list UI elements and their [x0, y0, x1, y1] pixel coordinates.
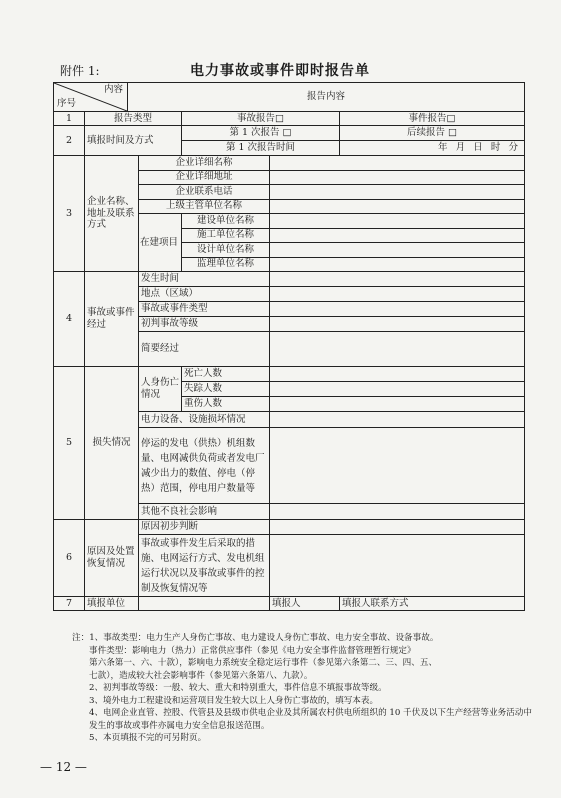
- field-value[interactable]: [270, 367, 525, 382]
- field-value[interactable]: [270, 428, 525, 504]
- field-value[interactable]: [270, 287, 525, 302]
- corner-bottom-label: 序号: [57, 98, 77, 110]
- table-row: [54, 126, 525, 141]
- row-number: 7: [54, 597, 85, 611]
- table-header-row: [54, 83, 525, 112]
- first-report-time-label: 第 1 次报告时间: [182, 141, 340, 156]
- row-number: 3: [54, 156, 85, 272]
- reporter-contact-label: 填报人联系方式: [340, 597, 525, 611]
- option-follow-up-report[interactable]: 后续报告 □: [340, 126, 525, 141]
- note-line: 4、电网企业直管、控股、代管县及县级市供电企业及其所属农村供电所组织的 10 千伏及以下生产经营等业务活动中发生的事故或事件亦属电力安全信息报送范围。: [89, 708, 532, 731]
- form-title: 电力事故或事件即时报告单: [190, 63, 370, 79]
- table-row: [54, 272, 525, 287]
- notes-section: [72, 632, 534, 745]
- field-value[interactable]: [270, 170, 525, 185]
- note-line: 事件类型：影响电力（热力）正常供应事件（参见《电力安全事件监督管理暂行规定》: [89, 645, 416, 656]
- field-label: 重伤人数: [182, 397, 270, 412]
- time-units: [342, 142, 522, 154]
- table-row: [54, 156, 525, 171]
- field-label: 简要经过: [139, 332, 270, 367]
- note-line: 2、初判事故等级：一般、较大、重大和特别重大，事件信息不填报事故等级。: [89, 683, 387, 693]
- field-value[interactable]: [270, 412, 525, 428]
- field-label: 上级主管单位名称: [139, 199, 270, 214]
- field-value[interactable]: [270, 302, 525, 317]
- unit-month: 月: [455, 142, 466, 154]
- field-value[interactable]: [270, 535, 525, 597]
- field-value[interactable]: [270, 397, 525, 412]
- field-label: 发生时间: [139, 272, 270, 287]
- field-label: 原因初步判断: [139, 520, 270, 535]
- field-value[interactable]: [270, 156, 525, 171]
- note-line: 3、境外电力工程建设和运营项目发生较大以上人身伤亡事故的，填写本表。: [89, 695, 379, 706]
- table-row: [54, 597, 525, 611]
- field-value[interactable]: [270, 332, 525, 367]
- table-row: [54, 367, 525, 382]
- row-number: 4: [54, 272, 85, 367]
- row-label: 事故或事件经过: [85, 272, 139, 367]
- field-value[interactable]: [270, 272, 525, 287]
- field-label: 初判事故等级: [139, 317, 270, 332]
- field-label: 企业联系电话: [139, 185, 270, 200]
- note-line: 注：1、事故类型：电力生产人身伤亡事故、电力建设人身伤亡事故、电力安全事故、设备事故。: [72, 633, 439, 643]
- field-value[interactable]: [270, 228, 525, 243]
- note-line: 5、本页填报不完的可另附页。: [89, 733, 207, 743]
- field-label: 企业详细名称: [139, 156, 270, 171]
- field-value[interactable]: [270, 520, 525, 535]
- row-label: 报告类型: [85, 112, 182, 126]
- unit-hour: 时: [490, 142, 501, 154]
- row-label: 填报单位: [85, 597, 139, 611]
- field-label: 事故或事件发生后采取的措施、电网运行方式、发电机组运行状况以及事故或事件的控制及恢复情况等: [139, 535, 270, 597]
- field-label: 电力设备、设施损坏情况: [139, 412, 270, 428]
- table-row: [54, 112, 525, 126]
- row-number: 2: [54, 126, 85, 156]
- corner-top-label: 内容: [103, 84, 123, 95]
- row-label: 填报时间及方式: [85, 126, 182, 156]
- field-value[interactable]: [270, 199, 525, 214]
- note-line: 七款），造成较大社会影响事件（参见第六条第八、九款）。: [89, 670, 313, 681]
- unit-minute: 分: [508, 142, 519, 154]
- row-number: 6: [54, 520, 85, 597]
- field-value[interactable]: [270, 382, 525, 397]
- table-row: [54, 520, 525, 535]
- field-label: 停运的发电（供热）机组数量、电网减供负荷或者发电厂减少出力的数值、停电（停热）范围，停电用户数量等: [139, 428, 270, 504]
- row-number: 1: [54, 112, 85, 126]
- unit-day: 日: [473, 142, 483, 154]
- reporter-label: 填报人: [270, 597, 340, 611]
- note-line: 第六条第一、六、十款），影响电力系统安全稳定运行事件（参见第六条第二、三、四、五、: [89, 658, 438, 668]
- field-label: 事故或事件类型: [139, 302, 270, 317]
- field-label: 设计单位名称: [182, 243, 270, 258]
- field-value[interactable]: [270, 243, 525, 258]
- corner-header-cell: [54, 83, 128, 112]
- page-number: — 12 —: [40, 760, 87, 774]
- field-value[interactable]: [270, 257, 525, 272]
- report-form-table: [53, 82, 525, 611]
- field-value[interactable]: [270, 504, 525, 520]
- field-label: 失踪人数: [182, 382, 270, 397]
- header: [60, 60, 540, 80]
- field-value[interactable]: [270, 185, 525, 200]
- field-label: 建设单位名称: [182, 214, 270, 229]
- row-label: 原因及处置恢复情况: [85, 520, 139, 597]
- field-label: 死亡人数: [182, 367, 270, 382]
- row-label: 损失情况: [85, 367, 139, 520]
- field-value[interactable]: [270, 214, 525, 229]
- option-event-report[interactable]: 事件报告□: [340, 112, 525, 126]
- row-label: 企业名称、地址及联系方式: [85, 156, 139, 272]
- col-header-content: 报告内容: [128, 83, 525, 112]
- field-label: 监理单位名称: [182, 257, 270, 272]
- sub-group-label: 在建项目: [139, 214, 182, 272]
- first-report-time-field[interactable]: [340, 141, 525, 156]
- field-label: 施工单位名称: [182, 228, 270, 243]
- field-label: 企业详细地址: [139, 170, 270, 185]
- option-first-report[interactable]: 第 1 次报告 □: [182, 126, 340, 141]
- field-value[interactable]: [270, 317, 525, 332]
- attachment-label: 附件 1:: [60, 64, 100, 78]
- row-number: 5: [54, 367, 85, 520]
- field-label: 其他不良社会影响: [139, 504, 270, 520]
- casualty-group-label: 人身伤亡情况: [139, 367, 182, 412]
- reporting-unit-value[interactable]: [139, 597, 270, 611]
- field-label: 地点（区域）: [139, 287, 270, 302]
- option-accident-report[interactable]: 事故报告□: [182, 112, 340, 126]
- unit-year: 年: [438, 142, 448, 154]
